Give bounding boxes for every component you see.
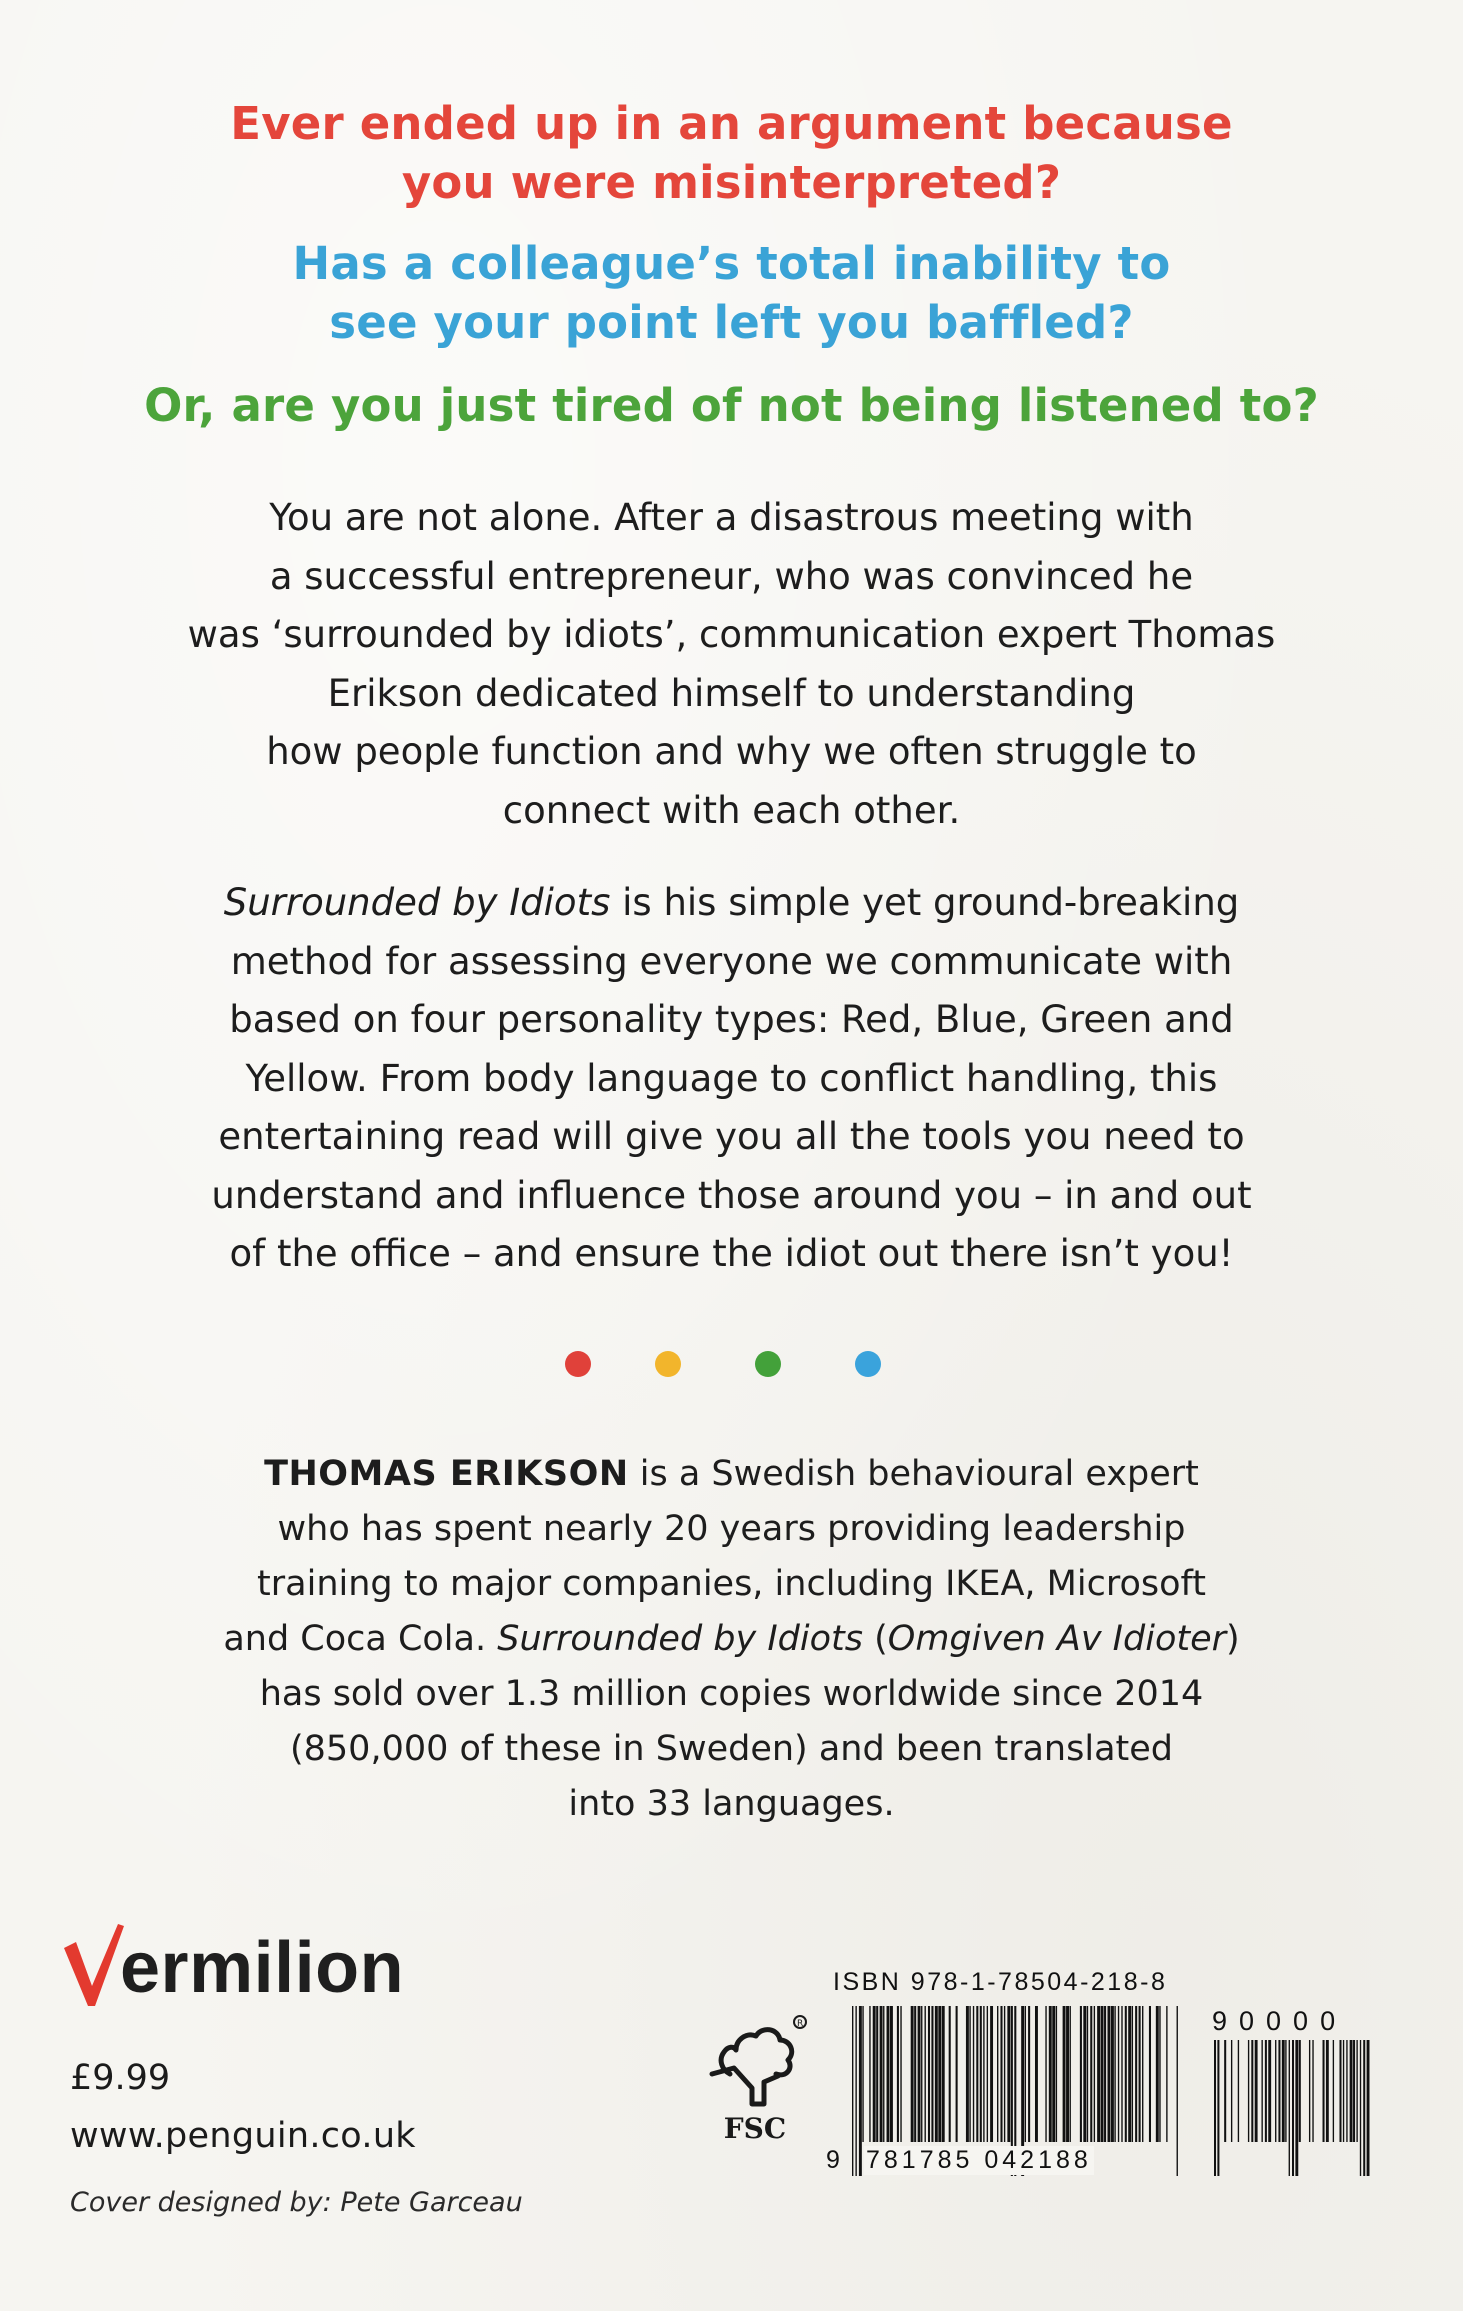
barcode-bar (1132, 2006, 1133, 2142)
barcode-bar (1159, 2006, 1160, 2142)
headline-red-line-2: you were misinterpreted? (401, 156, 1062, 209)
barcode-bar (1045, 2006, 1046, 2142)
barcode-bar (1326, 2040, 1329, 2142)
barcode-bar (883, 2006, 884, 2142)
barcode-bar (1111, 2006, 1114, 2142)
barcode-bar (956, 2006, 958, 2142)
barcode-bar (1261, 2040, 1262, 2142)
fsc-tree-icon (700, 2012, 810, 2112)
bio-line (0, 1447, 1463, 1502)
barcode-bar (976, 2006, 978, 2142)
barcode-bar (1121, 2006, 1122, 2142)
barcode-bar (1285, 2040, 1286, 2142)
fsc-label: FSC (723, 2112, 787, 2145)
barcode-bar (990, 2006, 993, 2142)
barcode-bar (969, 2006, 970, 2142)
headline-green: Or, are you just tired of not being listened to? (144, 379, 1319, 432)
barcode-bar (1035, 2006, 1038, 2142)
barcode-bar (1289, 2040, 1290, 2176)
barcode-bar (1248, 2040, 1249, 2142)
barcode-bar (914, 2006, 916, 2142)
author-name: THOMAS ERIKSON (264, 1454, 629, 1494)
barcode-bar (873, 2006, 876, 2142)
bio-line: has sold over 1.3 million copies worldwide since 2014 (259, 1674, 1204, 1714)
barcode-bar (1128, 2006, 1131, 2142)
barcode-bar (1139, 2006, 1141, 2142)
barcode-bar (1166, 2006, 1167, 2142)
red-dot (565, 1351, 591, 1377)
barcode-bar (1350, 2040, 1353, 2142)
barcode-bar (852, 2006, 853, 2176)
barcode-bar (1063, 2006, 1066, 2142)
barcode-bar (1309, 2040, 1310, 2142)
bio-line (0, 1612, 1463, 1667)
publisher-url[interactable]: www.penguin.co.uk (70, 2116, 416, 2156)
barcode-bar (890, 2006, 893, 2142)
barcode-bar (1004, 2006, 1005, 2142)
barcode-bar (1025, 2006, 1026, 2142)
intro-line: a successful entrepreneur, who was convinced he (269, 554, 1194, 598)
barcode-bar (876, 2006, 878, 2142)
barcode-addon-digits: 90000 (1212, 2006, 1348, 2036)
barcode-bar (949, 2006, 951, 2142)
barcode-bar (869, 2006, 870, 2142)
headline-blue-line-1: Has a colleague’s total inability to (292, 237, 1171, 290)
barcode-bar (1094, 2006, 1095, 2142)
barcode-bar (1028, 2006, 1030, 2142)
barcode-bar (1066, 2006, 1069, 2142)
intro-line: connect with each other. (502, 788, 961, 832)
isbn-text: ISBN 978-1-78504-218-8 (833, 1968, 1168, 1996)
description-line: entertaining read will give you all the tools you need to (218, 1115, 1245, 1158)
green-dot (755, 1351, 781, 1377)
barcode-bar (1125, 2006, 1127, 2142)
barcode-bar (1149, 2006, 1151, 2142)
cover-credit: Cover designed by: Pete Garceau (70, 2187, 523, 2218)
barcode-first-digit: 9 (826, 2146, 844, 2174)
barcode-bar (1265, 2040, 1267, 2142)
barcode-bar (1299, 2040, 1301, 2142)
barcode-bar (1107, 2006, 1110, 2142)
headline-blue-line-2: see your point left you baffled? (329, 296, 1134, 349)
bio-text: is a Swedish behavioural expert (628, 1454, 1199, 1494)
barcode-bar (1231, 2040, 1232, 2142)
barcode-bar (987, 2006, 988, 2142)
blue-dot (855, 1351, 881, 1377)
price: £9.99 (70, 2058, 171, 2098)
barcode-bar (855, 2006, 856, 2176)
barcode-bar (1339, 2040, 1341, 2142)
barcode-bar (1251, 2040, 1253, 2142)
barcode-bar (1080, 2006, 1082, 2142)
description-line (0, 874, 1463, 933)
barcode-bar (925, 2006, 926, 2142)
description-line: of the office – and ensure the idiot out there isn’t you! (229, 1232, 1234, 1275)
barcode-bar (1090, 2006, 1092, 2142)
barcode-bar (1333, 2040, 1334, 2142)
vermilion-logo (62, 1918, 404, 2008)
intro-line: how people function and why we often struggle to (266, 730, 1197, 773)
barcode-bar (1238, 2040, 1239, 2142)
bio-line: into 33 languages. (568, 1784, 895, 1824)
barcode-bar (1224, 2040, 1226, 2142)
barcode-bar (1070, 2006, 1071, 2142)
intro-paragraph (0, 489, 1463, 840)
description-paragraph (0, 874, 1463, 1284)
fsc-logo (700, 2012, 820, 2152)
barcode-bar (1114, 2006, 1115, 2142)
barcode-bar (1343, 2040, 1344, 2142)
original-title: Omgiven Av Idioter (887, 1619, 1227, 1659)
barcode-bar (931, 2006, 933, 2142)
barcode-bar (1007, 2006, 1010, 2142)
barcode-bar (997, 2006, 998, 2142)
bio-line: who has spent nearly 20 years providing leadership (277, 1509, 1186, 1549)
barcode-bar (918, 2006, 921, 2142)
barcode-bar (1083, 2006, 1086, 2142)
barcode-bar (1217, 2040, 1219, 2176)
barcode-bar (1101, 2006, 1104, 2142)
barcode-digits: 781785 042188 (866, 2146, 1092, 2174)
barcode-bar (862, 2006, 863, 2142)
barcode-bar (1282, 2040, 1285, 2142)
bio-text: ) (1226, 1619, 1240, 1659)
barcode-bar (1142, 2006, 1143, 2142)
barcode-bar (1367, 2040, 1370, 2176)
intro-line: was ‘surrounded by idiots’, communication expert Thomas (187, 613, 1276, 656)
barcode-bar (1353, 2040, 1355, 2142)
barcode-bar (859, 2006, 862, 2176)
barcode-bar (980, 2006, 982, 2142)
description-line: method for assessing everyone we communicate with (230, 939, 1233, 983)
book-title: Surrounded by Idiots (223, 881, 611, 924)
barcode-bar (1268, 2040, 1271, 2142)
barcode-bar (928, 2006, 930, 2142)
barcode-bar (1104, 2006, 1106, 2142)
barcode-bar (887, 2006, 890, 2142)
intro-line: Erikson dedicated himself to understanding (327, 671, 1136, 715)
barcode-bar (1097, 2006, 1100, 2142)
barcode-bar (973, 2006, 974, 2142)
barcode-bar (1214, 2040, 1216, 2176)
barcode-bar (1135, 2006, 1137, 2142)
book-title: Surrounded by Idiots (497, 1619, 863, 1659)
barcode-bar (935, 2006, 938, 2142)
description-line: Yellow. From body language to conflict handling, this (245, 1056, 1218, 1100)
description-line: based on four personality types: Red, Blue, Green and (229, 998, 1234, 1041)
intro-line: You are not alone. After a disastrous meeting with (269, 496, 1194, 539)
barcode-bar (900, 2006, 901, 2142)
barcode-bar (942, 2006, 945, 2142)
barcode-addon (1212, 2040, 1372, 2176)
author-bio (0, 1447, 1463, 1832)
headline-red-line-1: Ever ended up in an argument because (230, 97, 1233, 150)
barcode-bar (966, 2006, 969, 2142)
barcode-bar (1363, 2040, 1365, 2176)
barcode-bar (938, 2006, 941, 2142)
barcode-bar (1049, 2006, 1052, 2142)
barcode-bar (1360, 2040, 1361, 2176)
bio-line: training to major companies, including IKEA, Microsoft (257, 1564, 1206, 1604)
barcode-bar (911, 2006, 914, 2142)
bio-line: (850,000 of these in Sweden) and been translated (289, 1729, 1173, 1769)
barcode-bar (897, 2006, 899, 2142)
barcode-bar (1346, 2040, 1347, 2142)
barcode-bar (1052, 2006, 1055, 2142)
barcode-bar (1087, 2006, 1088, 2142)
barcode-bar (880, 2006, 883, 2142)
barcode-bar (1278, 2040, 1280, 2142)
barcode-bar (1292, 2040, 1294, 2176)
barcode-bar (1323, 2040, 1325, 2142)
barcode-bar (1295, 2040, 1298, 2176)
barcode-bar (1275, 2040, 1276, 2142)
vermilion-wordmark: ermilion (120, 1928, 405, 2008)
vermilion-v-mark (62, 1922, 124, 2008)
description-text: is his simple yet ground-breaking (610, 881, 1240, 924)
barcode-bar (1312, 2040, 1313, 2142)
description-line: understand and influence those around you – in and out (211, 1173, 1252, 1217)
barcode-bar (1056, 2006, 1057, 2142)
barcode-bar (1255, 2040, 1258, 2142)
barcode-bar (921, 2006, 922, 2142)
yellow-dot (655, 1351, 681, 1377)
barcode-bar (1118, 2006, 1119, 2142)
headline-red (0, 94, 1463, 212)
barcode-bar (1156, 2006, 1159, 2142)
barcode-bar (1000, 2006, 1002, 2142)
barcode-bar (1356, 2040, 1357, 2142)
headline-blue (0, 234, 1463, 352)
bio-text: and Coca Cola. (223, 1619, 498, 1659)
svg-text:R: R (797, 2019, 804, 2029)
bio-text: ( (862, 1619, 888, 1659)
barcode-bar (1177, 2006, 1178, 2176)
barcode-bar (983, 2006, 984, 2142)
